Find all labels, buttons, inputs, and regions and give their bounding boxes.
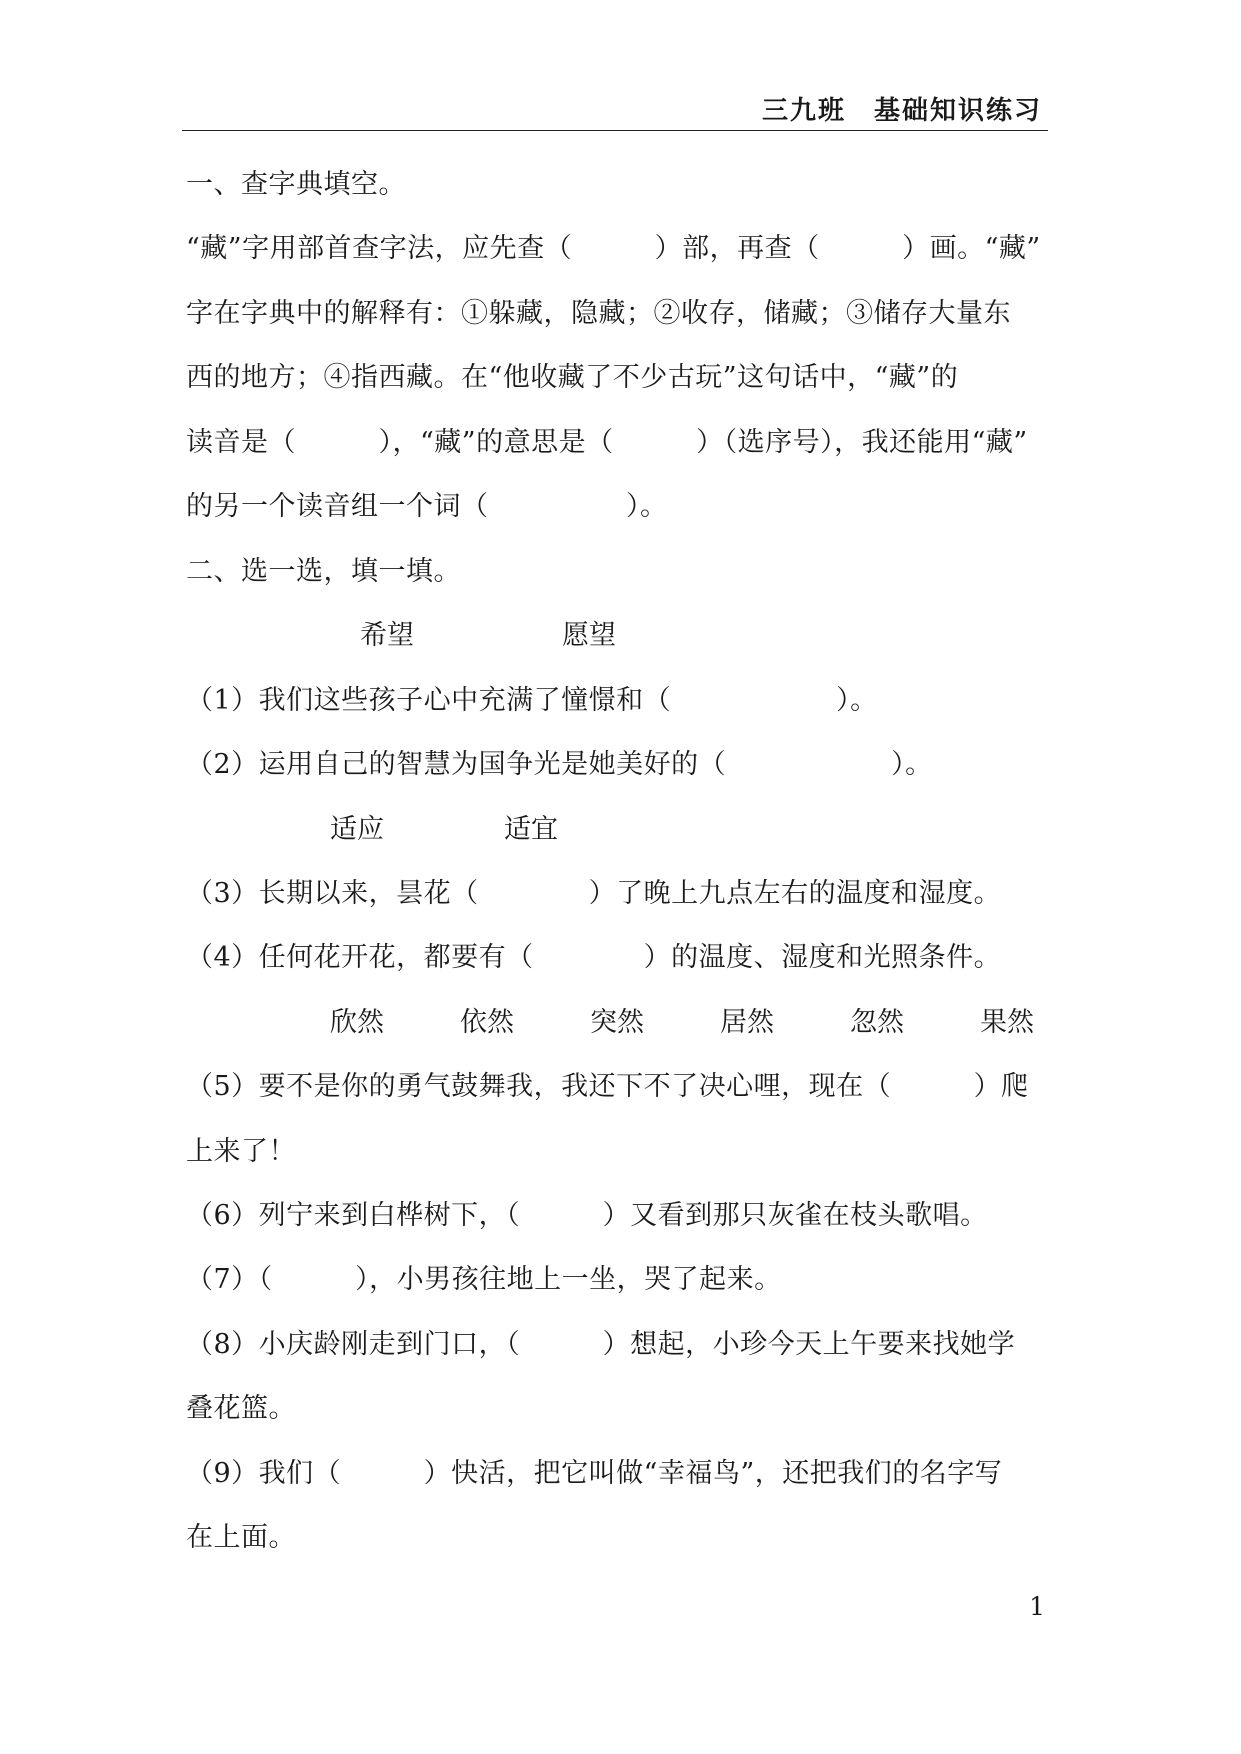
wordbank2-word-2: 适宜 [504,814,558,845]
wordbank2-word-1: 适应 [330,814,384,845]
page-header [182,84,1048,131]
section1-line-2: 字在字典中的解释有：①躲藏，隐藏；②收存，储藏；③储存大量东 [186,298,1011,329]
section1-line-4: 读音是（ ），“藏”的意思是（ ）（选序号），我还能用“藏” [186,427,1028,458]
question-9-line-1: （9）我们（ ）快活，把它叫做“幸福鸟”，还把我们的名字写 [186,1458,1003,1489]
question-5-line-2: 上来了！ [186,1136,296,1167]
wordbank3-word-4: 居然 [720,1007,774,1038]
section1-line-3: 西的地方；④指西藏。在“他收藏了不少古玩”这句话中，“藏”的 [186,362,959,393]
question-9-line-2: 在上面。 [186,1522,296,1553]
wordbank3-word-1: 欣然 [330,1007,384,1038]
question-1: （1）我们这些孩子心中充满了憧憬和（ ）。 [186,685,878,716]
question-8-line-2: 叠花篮。 [186,1393,296,1424]
wordbank3-word-5: 忽然 [850,1007,904,1038]
wordbank3-word-2: 依然 [460,1007,514,1038]
section2-heading: 二、选一选，填一填。 [186,556,461,587]
question-8-line-1: （8）小庆龄刚走到门口，（ ）想起，小珍今天上午要来找她学 [186,1329,1016,1360]
wordbank3-word-3: 突然 [590,1007,644,1038]
question-6: （6）列宁来到白桦树下，（ ）又看到那只灰雀在枝头歌唱。 [186,1200,988,1231]
section1-line-1: “藏”字用部首查字法，应先查（ ）部，再查（ ）画。“藏” [186,233,1041,264]
question-4: （4）任何花开花，都要有（ ）的温度、湿度和光照条件。 [186,942,1002,973]
question-7: （7）（ ），小男孩往地上一坐，哭了起来。 [186,1264,782,1295]
page-number: 1 [1029,1592,1045,1621]
wordbank1-word-1: 希望 [360,620,414,651]
wordbank3-word-6: 果然 [980,1007,1034,1038]
section1-line-5: 的另一个读音组一个词（ ）。 [186,491,668,522]
question-5-line-1: （5）要不是你的勇气鼓舞我，我还下不了决心哩，现在（ ）爬 [186,1071,1029,1102]
question-2: （2）运用自己的智慧为国争光是她美好的（ ）。 [186,749,933,780]
header-title: 三九班 基础知识练习 [761,96,1042,126]
wordbank1-word-2: 愿望 [562,620,616,651]
question-3: （3）长期以来，昙花（ ）了晚上九点左右的温度和湿度。 [186,878,1002,909]
section1-heading: 一、查字典填空。 [186,169,406,200]
